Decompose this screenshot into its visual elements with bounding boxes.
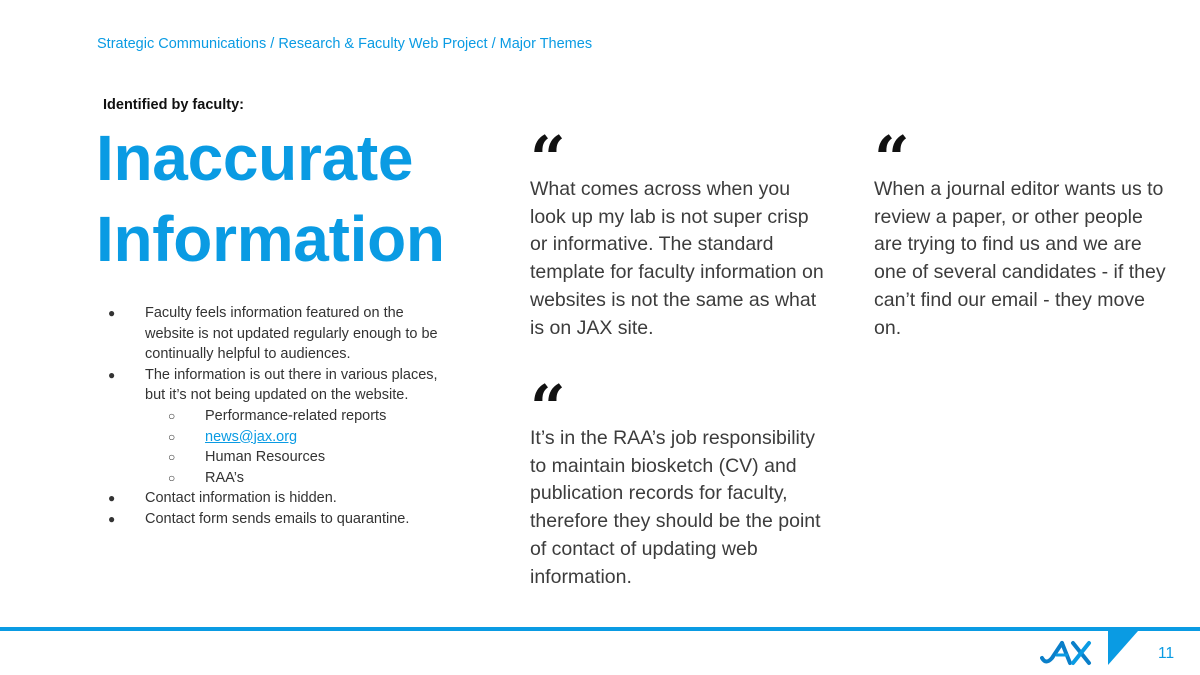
quote-mark-icon: “: [530, 122, 560, 195]
email-link[interactable]: news@jax.org: [205, 428, 298, 445]
faculty-quote-1: [530, 122, 830, 342]
page-title: [96, 118, 445, 280]
sub-list-item-text: Human Resources: [205, 449, 326, 466]
faculty-quote-3: [874, 122, 1174, 342]
footer-divider: [0, 627, 1200, 631]
faculty-quote-2: [530, 371, 830, 591]
list-item-text: Faculty feels information featured on the website is not updated regularly enough to be continually helpful to audiences.: [145, 305, 438, 363]
list-item-text: Contact form sends emails to quarantine.: [145, 510, 410, 527]
list-item-text: The information is out there in various places, but it’s not being updated on the website.: [145, 366, 438, 404]
bullet-dot-icon: ●: [108, 306, 116, 320]
sub-list-item: [108, 447, 448, 468]
title-line-1: Inaccurate: [96, 122, 414, 194]
sub-list-item-text: Performance-related reports: [205, 407, 387, 424]
sub-list-item: [108, 406, 448, 427]
list-item: [108, 303, 448, 365]
quote-text: When a journal editor wants us to review a paper, or other people are trying to find us and we are one of several candidates - if they can’t find our email - they move on.: [874, 178, 1166, 339]
bullet-dot-icon: ●: [108, 367, 116, 382]
corner-accent: [1108, 631, 1138, 665]
bullet-dot-icon: ●: [108, 511, 116, 526]
bullet-circle-icon: ○: [168, 450, 176, 465]
list-item: [108, 365, 448, 406]
bullet-circle-icon: ○: [168, 429, 176, 444]
sub-list-item: [108, 427, 448, 448]
page-number: 11: [1158, 645, 1175, 662]
jax-logo-icon: [1040, 640, 1092, 671]
bullet-dot-icon: ●: [108, 491, 116, 506]
bullet-circle-icon: ○: [168, 470, 176, 485]
list-item: [108, 488, 448, 509]
quote-mark-icon: “: [530, 371, 560, 444]
findings-list: [108, 303, 448, 530]
bullet-circle-icon: ○: [168, 408, 176, 423]
quote-text: It’s in the RAA’s job responsibility to maintain biosketch (CV) and publication records for faculty, therefore they should be the point of contact of updating web information.: [530, 427, 821, 588]
section-kicker: Identified by faculty:: [103, 97, 244, 113]
sub-list-item: [108, 468, 448, 489]
list-item-text: Contact information is hidden.: [145, 490, 337, 507]
list-item: [108, 509, 448, 530]
quote-mark-icon: “: [874, 122, 904, 195]
quote-text: What comes across when you look up my lab is not super crisp or informative. The standard template for faculty information on websites is not the same as what is on JAX site.: [530, 178, 824, 339]
title-line-2: Information: [96, 203, 445, 275]
sub-list-item-text: RAA’s: [205, 469, 244, 486]
breadcrumb: Strategic Communications / Research & Faculty Web Project / Major Themes: [97, 36, 593, 52]
